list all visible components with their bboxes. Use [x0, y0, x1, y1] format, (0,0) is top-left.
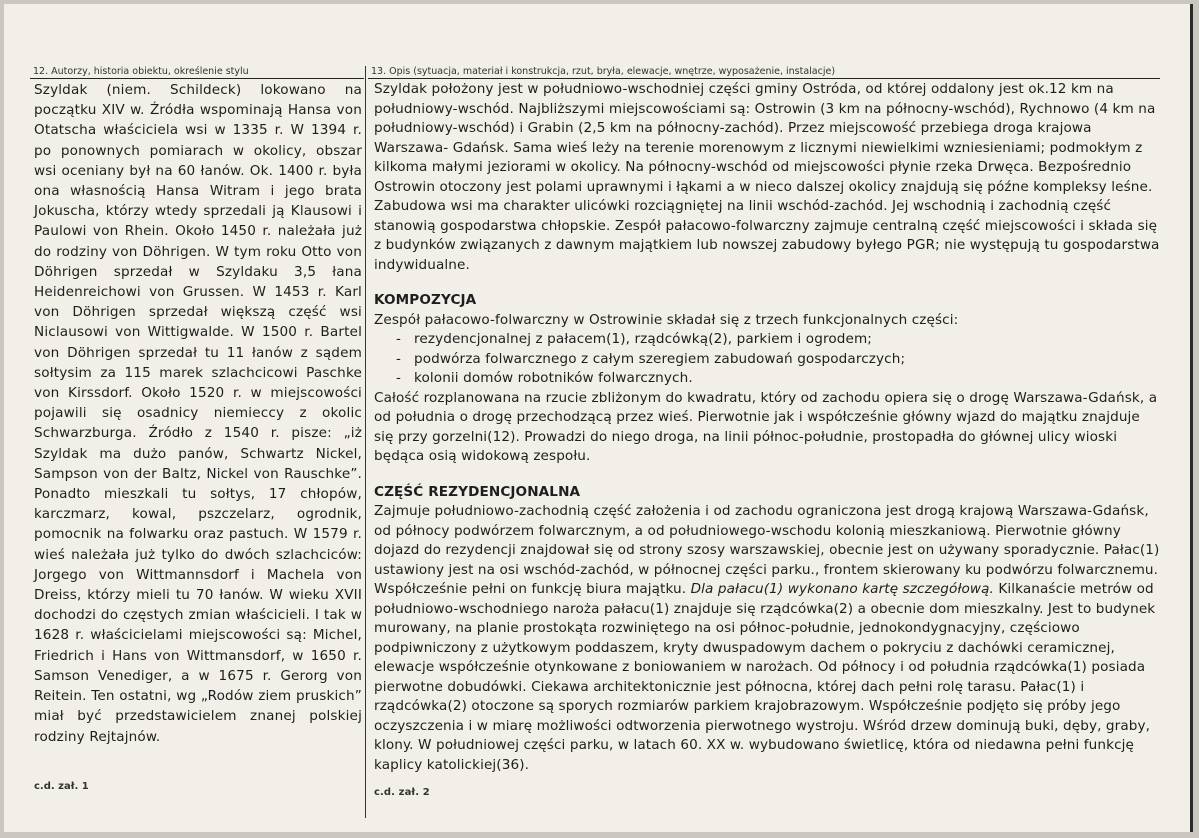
rezydencjonalna-text — [374, 502, 1160, 775]
rezydencjonalna-note-italic: Dla pałacu(1) wykonano kartę szczegółową. — [690, 581, 994, 597]
section-heading-rezydencjonalna: CZĘŚĆ REZYDENCJONALNA — [374, 483, 581, 500]
list-item: - kolonii domów robotników folwarcznych. — [398, 369, 1160, 389]
column-divider — [365, 66, 366, 818]
rezydencjonalna-text-part1: Zajmuje południowo-zachodnią część założenia i od zachodu ograniczona jest drogą krajową Warszawa-Gdańsk, od północy podwórzem folwarcznym, a od południowego-wschodu kolonią mieszkaniową. Pierwotnie główny dojazd do rezydencji znajdował się od strony szosy warszawskiej, obecnie jest on używany sporadycznie. Pałac(1) ustawiony jest na osi wschód-zachód, w północnej części parku., frontem skierowany ku podwórzu folwarcznemu. Współcześnie pełni on funkcję biura majątku. — [374, 503, 1160, 597]
left-column-body — [30, 79, 364, 747]
left-continuation-note: c.d. zał. 1 — [34, 781, 89, 792]
right-continuation-note: c.d. zał. 2 — [374, 787, 430, 798]
list-item: - podwórza folwarcznego z całym szeregiem zabudowań gospodarczych; — [398, 350, 1160, 370]
history-text: Szyldak (niem. Schildeck) lokowano na początku XIV w. Źródła wspominają Hansa von Otatscha właściciela wsi w 1335 r. W 1394 r. po ponownych pomiarach w okolicy, obszar wsi oceniany był na 60 łanów. Ok. 1400 r. była ona własnością Hansa Witram i jego brata Jokuscha, którzy wtedy sprzedali ją Klausowi i Paulowi von Rhein. Około 1450 r. należała już do rodziny von Döhrigen. W tym roku Otto von Döhrigen sprzedał w Szyldaku 3,5 łana Heidenreichowi von Grussen. W 1453 r. Karl von Döhrigen sprzedał większą część wsi Niclausowi von Wittigwalde. W 1500 r. Bartel von Döhrigen sprzedał tu 11 łanów z sądem sołtysim za 115 marek szlachcicowi Paschke von Kirssdorf. Około 1520 r. w miejscowości pojawili się osadnicy niemieccy z okolic Schwarzburga. Źródło z 1540 r. pisze: „iż Szyldak ma dużo panów, Schwartz Nickel, Sampson von der Baltz, Nickel von Rauschke”. Ponadto mieszkali tu sołtys, 17 chłopów, karczmarz, kowal, pszczelarz, ogrodnik, pomocnik na folwarku oraz pastuch. W 1579 r. wieś należała już tylko do dwóch szlachciców: Jorgego von Wittmannsdorf i Machela von Dreiss, którzy mieli tu 70 łanów. W wieku XVII dochodzi do częstych zmian właścicieli. I tak w 1628 r. właścicielami miejscowości są: Michel, Friedrich i Hans von Wittmansdorf, w 1650 r. Samson Venediger, a w 1675 r. Gerorg von Reitein. Ten ostatni, wg „Rodów ziem pruskich” miał być przedstawicielem znanej polskiej rodziny Rejtajnów. — [34, 82, 362, 745]
left-column — [30, 66, 364, 747]
left-column-header: 12. Autorzy, historia obiektu, określenie stylu — [30, 66, 364, 79]
kompozycja-lead: Zespół pałacowo-folwarczny w Ostrowinie składał się z trzech funkcjonalnych części: — [374, 311, 959, 328]
kompozycja-text: Całość rozplanowana na rzucie zbliżonym do kwadratu, który od zachodu opiera się o drogę Warszawa-Gdańsk, a od południa o drogę przechodzącą przez wieś. Pierwotnie jak i współcześnie główny wjazd do majątku znajduje się przy gorzelni(12). Prowadzi do niego droga, na linii północ-południe, prostopadła do głównej ulicy wioski będąca osią widokową zespołu. — [374, 389, 1158, 464]
intro-text: Szyldak położony jest w południowo-wschodniej części gminy Ostróda, od której oddalony jest ok.12 km na południowy-wschód. Najbliższymi miejscowościami są: Ostrowin (3 km na północny-wschód), Rychnowo (4 km na południowy-wschód) i Grabin (2,5 km na północny-zachód). Przez miejscowość przebiega droga krajowa Warszawa- Gdańsk. Sama wieś leży na terenie morenowym z licznymi niewielkimi wzniesieniami; podmokłym z kilkoma małymi jeziorami w okolicy. Na północny-wschód od miejscowości płynie rzeka Drwęca. Bezpośrednio Ostrowin otoczony jest polami uprawnymi i łąkami a w nieco dalszej okolicy znajdują się późne kompleksy leśne. Zabudowa wsi ma charakter ulicówki rozciągniętej na linii wschód-zachód. Jej wschodnią i zachodnią część stanowią gospodarstwa chłopskie. Zespół pałacowo-folwarczny zajmuje centralną część miejscowości i składa się z budynków związanych z dawnym majątkiem lub nowszej zabudowy byłego PGR; nie występują tu gospodarstwa indywidualne. — [374, 81, 1160, 273]
list-item: - rezydencjonalnej z pałacem(1), rządcówką(2), parkiem i ogrodem; — [398, 330, 1160, 350]
right-column-header: 13. Opis (sytuacja, materiał i konstrukcja, rzut, bryła, elewacje, wnętrze, wyposażenie, instalacje) — [368, 66, 1160, 79]
right-column-body — [368, 79, 1160, 803]
section-heading-kompozycja: KOMPOZYCJA — [374, 292, 477, 308]
right-column — [368, 66, 1160, 803]
kompozycja-list — [374, 330, 1160, 389]
document-sheet — [4, 4, 1193, 832]
rezydencjonalna-text-part2: Kilkanaście metrów od południowo-wschodniego naroża pałacu(1) znajduje się rządcówka(2) a obecnie dom mieszkalny. Jest to budynek murowany, na planie prostokąta rozwiniętego na osi północ-południe, jednokondygnacyjny, częściowo podpiwniczony z użytkowym poddaszem, kryty dwuspadowym dachem o pokryciu z dachówki ceramicznej, elewacje współcześnie otynkowane z boniowaniem w narożach. Od północy i od południa rządcówka(1) posiada pierwotne dobudówki. Ciekawa architektonicznie jest północna, której dach pełni rolę tarasu. Pałac(1) i rządcówka(2) otoczone są sporych rozmiarów parkiem krajobrazowym. Współcześnie podjęto się próby jego oczyszczenia i w miarę możliwości odtworzenia pierwotnego wystroju. Wśród drzew dominują buki, dęby, graby, klony. W południowej części parku, w latach 60. XX w. wybudowano świetlicę, która od niedawna pełni funkcję kaplicy katolickiej(36). — [374, 581, 1156, 773]
